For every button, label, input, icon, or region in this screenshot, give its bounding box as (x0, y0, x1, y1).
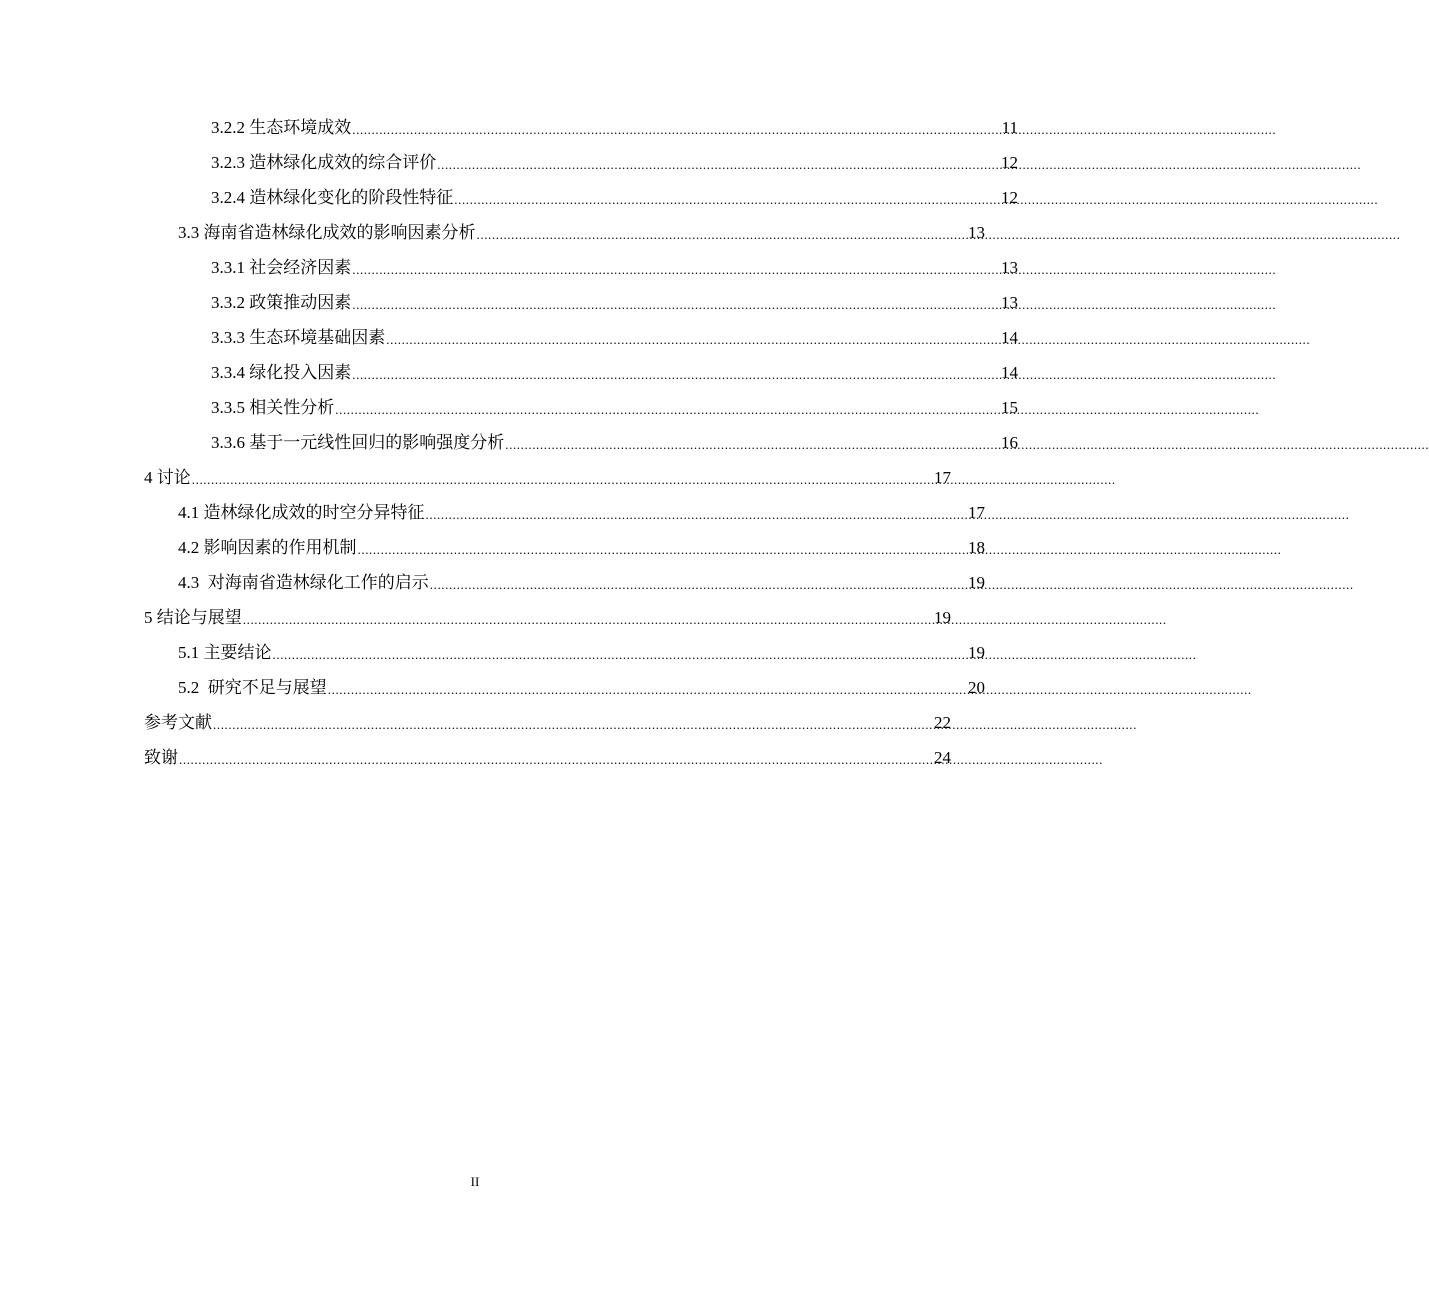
toc-entry-3-3-2[interactable] (0, 285, 1018, 320)
toc-dot-leader (505, 425, 1000, 460)
toc-entry-title: 3.3 海南省造林绿化成效的影响因素分析 (178, 223, 476, 242)
toc-entry-page: 14 (1001, 363, 1018, 382)
toc-entry-page: 13 (1001, 258, 1018, 277)
toc-entry-page: 24 (934, 748, 951, 767)
toc-entry-title: 3.3.3 生态环境基础因素 (211, 328, 386, 347)
toc-entry-title: 3.3.6 基于一元线性回归的影响强度分析 (211, 433, 505, 452)
toc-entry-page: 13 (1001, 293, 1018, 312)
toc-entry-title: 3.3.2 政策推动因素 (211, 293, 352, 312)
toc-entry-5-1[interactable] (0, 635, 985, 670)
toc-entry-4-1[interactable] (0, 495, 985, 530)
toc-dot-leader (437, 145, 1000, 180)
toc-entry-5[interactable] (0, 600, 951, 635)
toc-dot-leader (243, 600, 933, 635)
toc-dot-leader (352, 250, 1000, 285)
toc-entry-3-3-5[interactable] (0, 390, 1018, 425)
toc-entry-page: 16 (1001, 433, 1018, 452)
toc-entry-title: 5.1 主要结论 (178, 643, 272, 662)
toc-entry-page: 13 (968, 223, 985, 242)
toc-entry-4-2[interactable] (0, 530, 985, 565)
toc-entry-title: 5 结论与展望 (144, 608, 242, 627)
toc-entry-page: 11 (1001, 118, 1018, 137)
toc-dot-leader (426, 495, 968, 530)
toc-dot-leader (430, 565, 967, 600)
toc-entry-title: 3.2.3 造林绿化成效的综合评价 (211, 153, 437, 172)
toc-dot-leader (477, 215, 968, 250)
toc-entry-page: 17 (968, 503, 985, 522)
toc-entry-page: 19 (968, 573, 985, 592)
toc-entry-3-3-1[interactable] (0, 250, 1018, 285)
toc-entry-4[interactable] (0, 460, 951, 495)
toc-entry-title: 3.2.4 造林绿化变化的阶段性特征 (211, 188, 454, 207)
toc-entry-4-3[interactable] (0, 565, 985, 600)
toc-entry-title: 参考文献 (144, 713, 212, 732)
toc-dot-leader (358, 530, 968, 565)
toc-entry-page: 15 (1001, 398, 1018, 417)
toc-entry-page: 12 (1001, 153, 1018, 172)
toc-dot-leader (192, 460, 933, 495)
toc-entry-page: 19 (968, 643, 985, 662)
toc-entry-title: 3.3.5 相关性分析 (211, 398, 335, 417)
toc-entry-acknowledgements[interactable] (0, 740, 951, 775)
page-number: II (470, 1174, 480, 1189)
toc-dot-leader (273, 635, 968, 670)
toc-entry-title: 5.2 研究不足与展望 (178, 678, 327, 697)
toc-entry-title: 3.3.1 社会经济因素 (211, 258, 352, 277)
toc-entry-3-3-4[interactable] (0, 355, 1018, 390)
toc-entry-page: 17 (934, 468, 951, 487)
toc-entry-title: 3.2.2 生态环境成效 (211, 118, 352, 137)
toc-entry-page: 20 (968, 678, 985, 697)
toc-entry-3-3[interactable] (0, 215, 985, 250)
toc-entry-page: 12 (1001, 188, 1018, 207)
toc-entry-3-3-6[interactable] (0, 425, 1018, 460)
toc-dot-leader (352, 285, 1000, 320)
toc-entry-3-2-3[interactable] (0, 145, 1018, 180)
toc-dot-leader (454, 180, 1000, 215)
toc-entry-page: 19 (934, 608, 951, 627)
toc-dot-leader (352, 110, 1000, 145)
toc-entry-3-2-4[interactable] (0, 180, 1018, 215)
toc-entry-3-2-2[interactable] (0, 110, 1018, 145)
toc-dot-leader (328, 670, 967, 705)
table-of-contents (0, 110, 1018, 775)
toc-entry-title: 4.2 影响因素的作用机制 (178, 538, 357, 557)
toc-entry-title: 4.3 对海南省造林绿化工作的启示 (178, 573, 429, 592)
toc-dot-leader (179, 740, 933, 775)
toc-dot-leader (213, 705, 933, 740)
toc-entry-title: 4.1 造林绿化成效的时空分异特征 (178, 503, 425, 522)
toc-dot-leader (335, 390, 1000, 425)
toc-entry-5-2[interactable] (0, 670, 985, 705)
toc-entry-page: 14 (1001, 328, 1018, 347)
toc-dot-leader (352, 355, 1000, 390)
toc-entry-3-3-3[interactable] (0, 320, 1018, 355)
toc-entry-references[interactable] (0, 705, 951, 740)
toc-dot-leader (386, 320, 1000, 355)
toc-entry-page: 18 (968, 538, 985, 557)
toc-entry-title: 3.3.4 绿化投入因素 (211, 363, 352, 382)
toc-entry-title: 4 讨论 (144, 468, 191, 487)
toc-entry-page: 22 (934, 713, 951, 732)
toc-entry-title: 致谢 (144, 748, 178, 767)
